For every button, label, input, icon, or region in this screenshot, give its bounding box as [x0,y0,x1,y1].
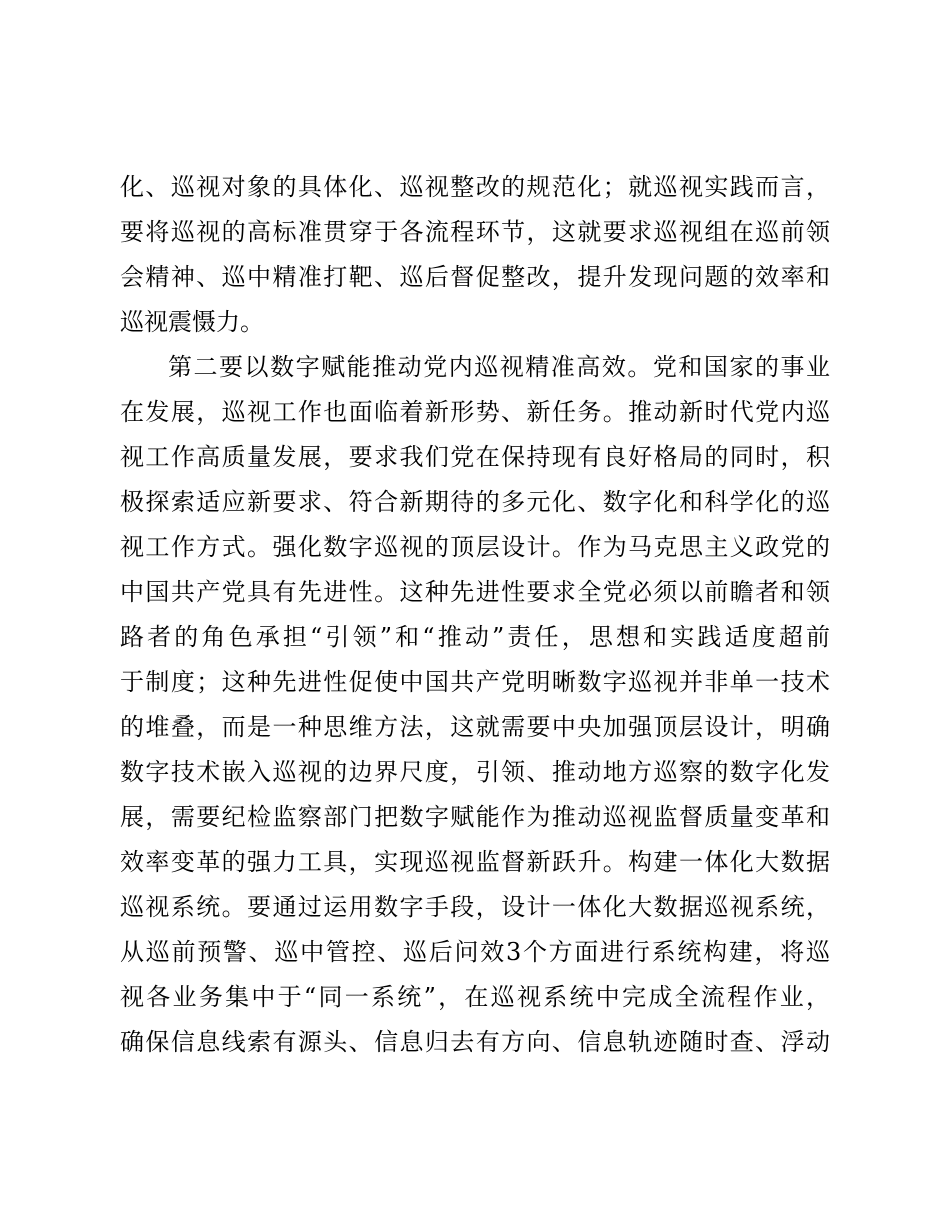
text-line: 数字技术嵌入巡视的边界尺度，引领、推动地方巡察的数字化发 [120,758,830,786]
text-line: 会精神、巡中精准打靶、巡后督促整改，提升发现问题的效率和 [120,263,830,291]
text-line: 视各业务集中于“同一系统”，在巡视系统中完成全流程作业， [120,983,830,1011]
text-line: 巡视震慑力。 [120,308,264,336]
text-line: 确保信息线索有源头、信息归去有方向、信息轨迹随时查、浮动 [120,1028,830,1056]
paragraph-start-line: 第二要以数字赋能推动党内巡视精准高效。党和国家的事业 [168,353,830,381]
text-line: 化、巡视对象的具体化、巡视整改的规范化；就巡视实践而言， [120,173,830,201]
document-body [120,165,830,1065]
text-line: 于制度；这种先进性促使中国共产党明晰数字巡视并非单一技术 [120,668,830,696]
text-line: 的堆叠，而是一种思维方法，这就需要中央加强顶层设计，明确 [120,713,830,741]
text-line: 展，需要纪检监察部门把数字赋能作为推动巡视监督质量变革和 [120,803,830,831]
text-line: 极探索适应新要求、符合新期待的多元化、数字化和科学化的巡 [120,488,830,516]
text-line: 路者的角色承担“引领”和“推动”责任，思想和实践适度超前 [120,623,830,651]
text-line: 效率变革的强力工具，实现巡视监督新跃升。构建一体化大数据 [120,848,830,876]
text-line: 要将巡视的高标准贯穿于各流程环节，这就要求巡视组在巡前领 [120,218,830,246]
text-line: 中国共产党具有先进性。这种先进性要求全党必须以前瞻者和领 [120,578,830,606]
text-line: 视工作高质量发展，要求我们党在保持现有良好格局的同时，积 [120,443,830,471]
text-line: 在发展，巡视工作也面临着新形势、新任务。推动新时代党内巡 [120,398,830,426]
text-line: 巡视系统。要通过运用数字手段，设计一体化大数据巡视系统， [120,893,830,921]
text-line: 视工作方式。强化数字巡视的顶层设计。作为马克思主义政党的 [120,533,830,561]
text-line: 从巡前预警、巡中管控、巡后问效3个方面进行系统构建，将巡 [120,938,830,966]
